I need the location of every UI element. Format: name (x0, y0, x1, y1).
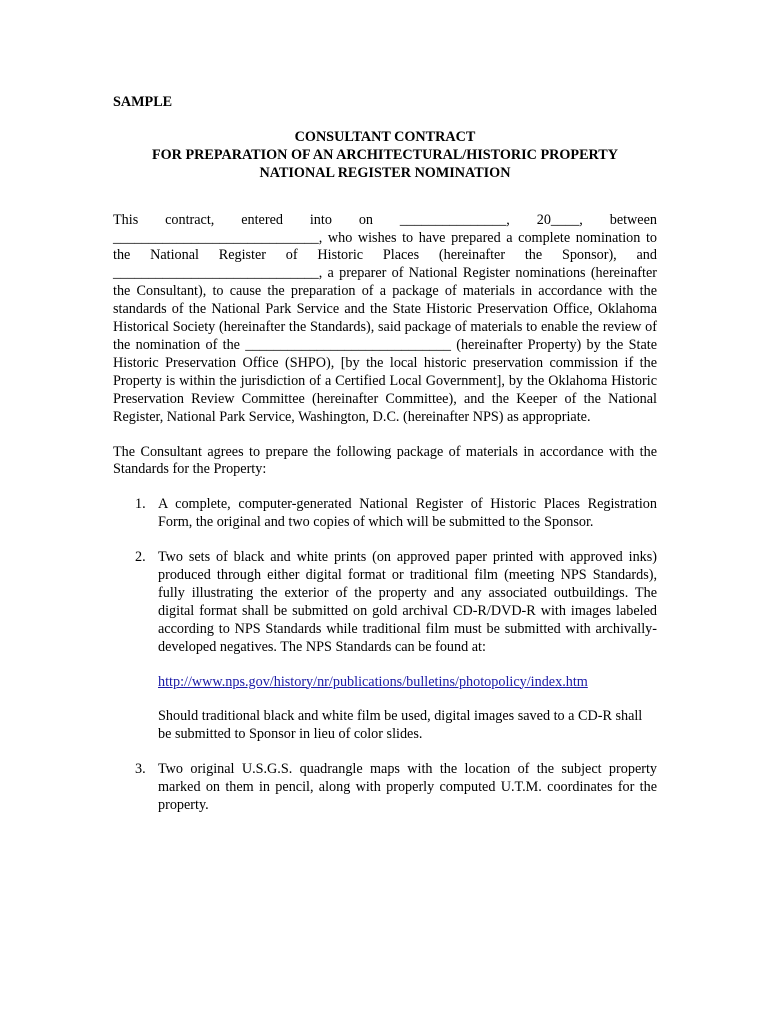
item-text: Two original U.S.G.S. quadrangle maps with the location of the subject property marked on them in pencil, along with properly computed U.T.M. coordinates for the property. (158, 761, 657, 814)
item-number: 3. (135, 761, 146, 778)
link-paragraph (158, 674, 657, 692)
sample-label: SAMPLE (113, 94, 173, 110)
list-item (113, 496, 657, 532)
film-note: Should traditional black and white film be used, digital images saved to a CD-R shall be submitted to Sponsor in lieu of color slides. (158, 708, 643, 743)
list-item (113, 549, 657, 744)
title-line-3: NATIONAL REGISTER NOMINATION (259, 164, 511, 181)
agreement-paragraph: The Consultant agrees to prepare the following package of materials in accordance with the Standards for the Property: (113, 443, 657, 478)
nps-photopolicy-link[interactable]: http://www.nps.gov/history/nr/publications/bulletins/photopolicy/index.htm (158, 673, 588, 690)
title-line-2: FOR PREPARATION OF AN ARCHITECTURAL/HISTORIC PROPERTY (151, 146, 619, 163)
item-number: 2. (135, 549, 146, 566)
intro-paragraph (113, 212, 657, 427)
item-text: Two sets of black and white prints (on approved paper printed with approved inks) produced through either digital format or traditional film (meeting NPS Standards), fully illustrating the exterior of the property and any associated outbuildings. The digital format shall be submitted on gold archival CD-R/DVD-R with images labeled according to NPS Standards while traditional film must be submitted with archivally-developed negatives. The NPS Standards can be found at: (158, 549, 657, 655)
list-item (113, 761, 657, 815)
intro-text: This contract, entered into on _______________, 20____, between _____________________________, who wishes to have prepared a complete nomination to the National Register of Historic Places (hereinafter the Sponsor), and _____________________________, a preparer of National Register nominations (hereinafter the Consultant), to cause the preparation of a package of materials in accordance with the standards of the National Park Service and the State Historic Preservation Office, Oklahoma Historical Society (hereinafter the Standards), said package of materials to enable the review of the nomination of the _____________________________ (hereinafter Property) by the State Historic Preservation Office (SHPO), [by the local historic preservation commission if the Property is within the jurisdiction of a Certified Local Government], by the Oklahoma Historic Preservation Review Committee (hereinafter Committee), and the Keeper of the National Register, National Park Service, Washington, D.C. (hereinafter NPS) as appropriate. (113, 211, 657, 425)
title-line-1: CONSULTANT CONTRACT (294, 128, 476, 145)
item-number: 1. (135, 496, 146, 513)
deliverables-list (113, 496, 657, 815)
contract-title (113, 129, 657, 183)
item-text: A complete, computer-generated National Register of Historic Places Registration Form, the original and two copies of which will be submitted to the Sponsor. (158, 496, 657, 531)
document-page (113, 94, 657, 832)
